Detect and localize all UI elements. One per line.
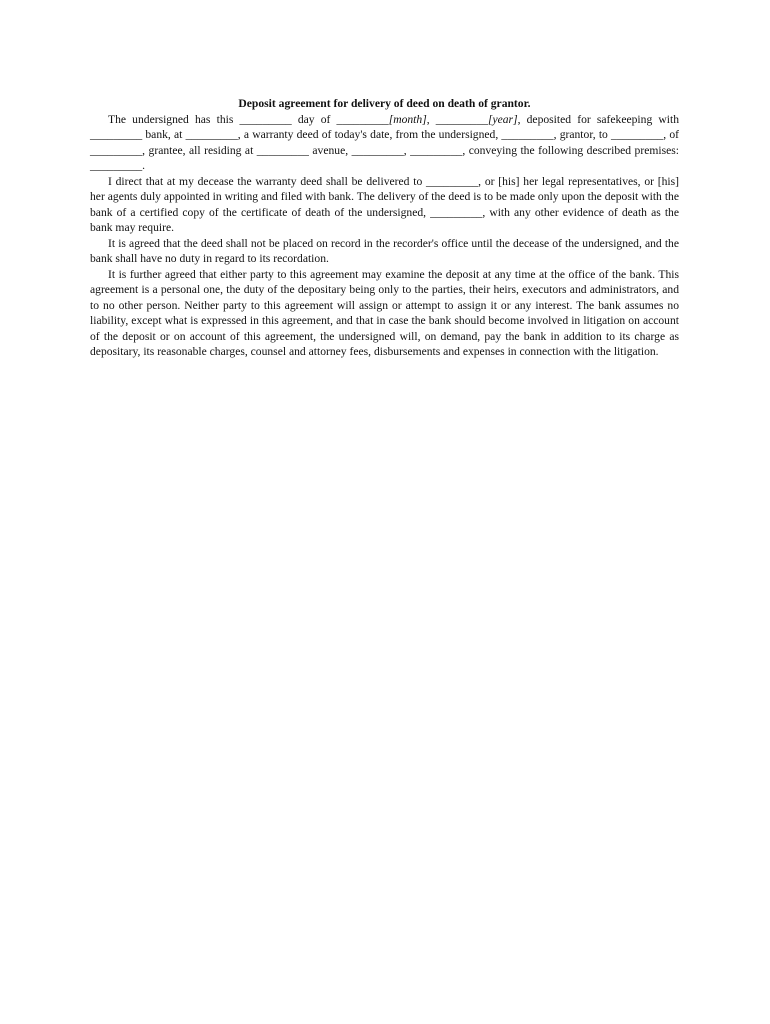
- year-placeholder: [year]: [487, 112, 518, 126]
- agreement-body: [90, 96, 679, 360]
- month-placeholder: [month]: [388, 112, 427, 126]
- deposit-text-middle: , _________: [426, 112, 488, 126]
- paragraph-recording-terms: It is agreed that the deed shall not be placed on record in the recorder's office until the decease of the undersigned, and the bank shall have no duty in regard to its recordation.: [90, 236, 679, 265]
- document-title: Deposit agreement for delivery of deed on death of grantor.: [238, 97, 531, 110]
- paragraph-examination-liability: It is further agreed that either party to this agreement may examine the deposit at any time at the office of the bank. This agreement is a personal one, the duty of the depositary being only to the parties, their heirs, executors and administrators, and to no other person. Neither party to this agreement will assign or attempt to assign it or any interest. The bank assumes no liability, except what is expressed in this agreement, and that in case the bank should become involved in litigation on account of the deposit or on account of this agreement, the undersigned will, on demand, pay the bank in addition to its charge as depositary, its reasonable charges, counsel and attorney fees, disbursements and expenses in connection with the litigation.: [90, 267, 679, 358]
- deposit-text-start: The undersigned has this _________ day of _________: [108, 112, 389, 126]
- deposit-text-end: , deposited for safekeeping with _________ bank, at _________, a warranty deed of today's date, from the undersigned, _________, grantor, to _________, of _________, grantee, all residing at _________ avenue, _________, _________, conveying the following described premises: _________.: [90, 112, 680, 172]
- paragraph-deposit-terms: [90, 112, 679, 174]
- paragraph-delivery-instructions: I direct that at my decease the warranty deed shall be delivered to _________, or [his] her legal representatives, or [his] her agents duly appointed in writing and filed with bank. The delivery of the deed is to be made only upon the deposit with the bank of a certified copy of the certificate of death of the undersigned, _________, with any other evidence of death as the bank may require.: [90, 174, 679, 234]
